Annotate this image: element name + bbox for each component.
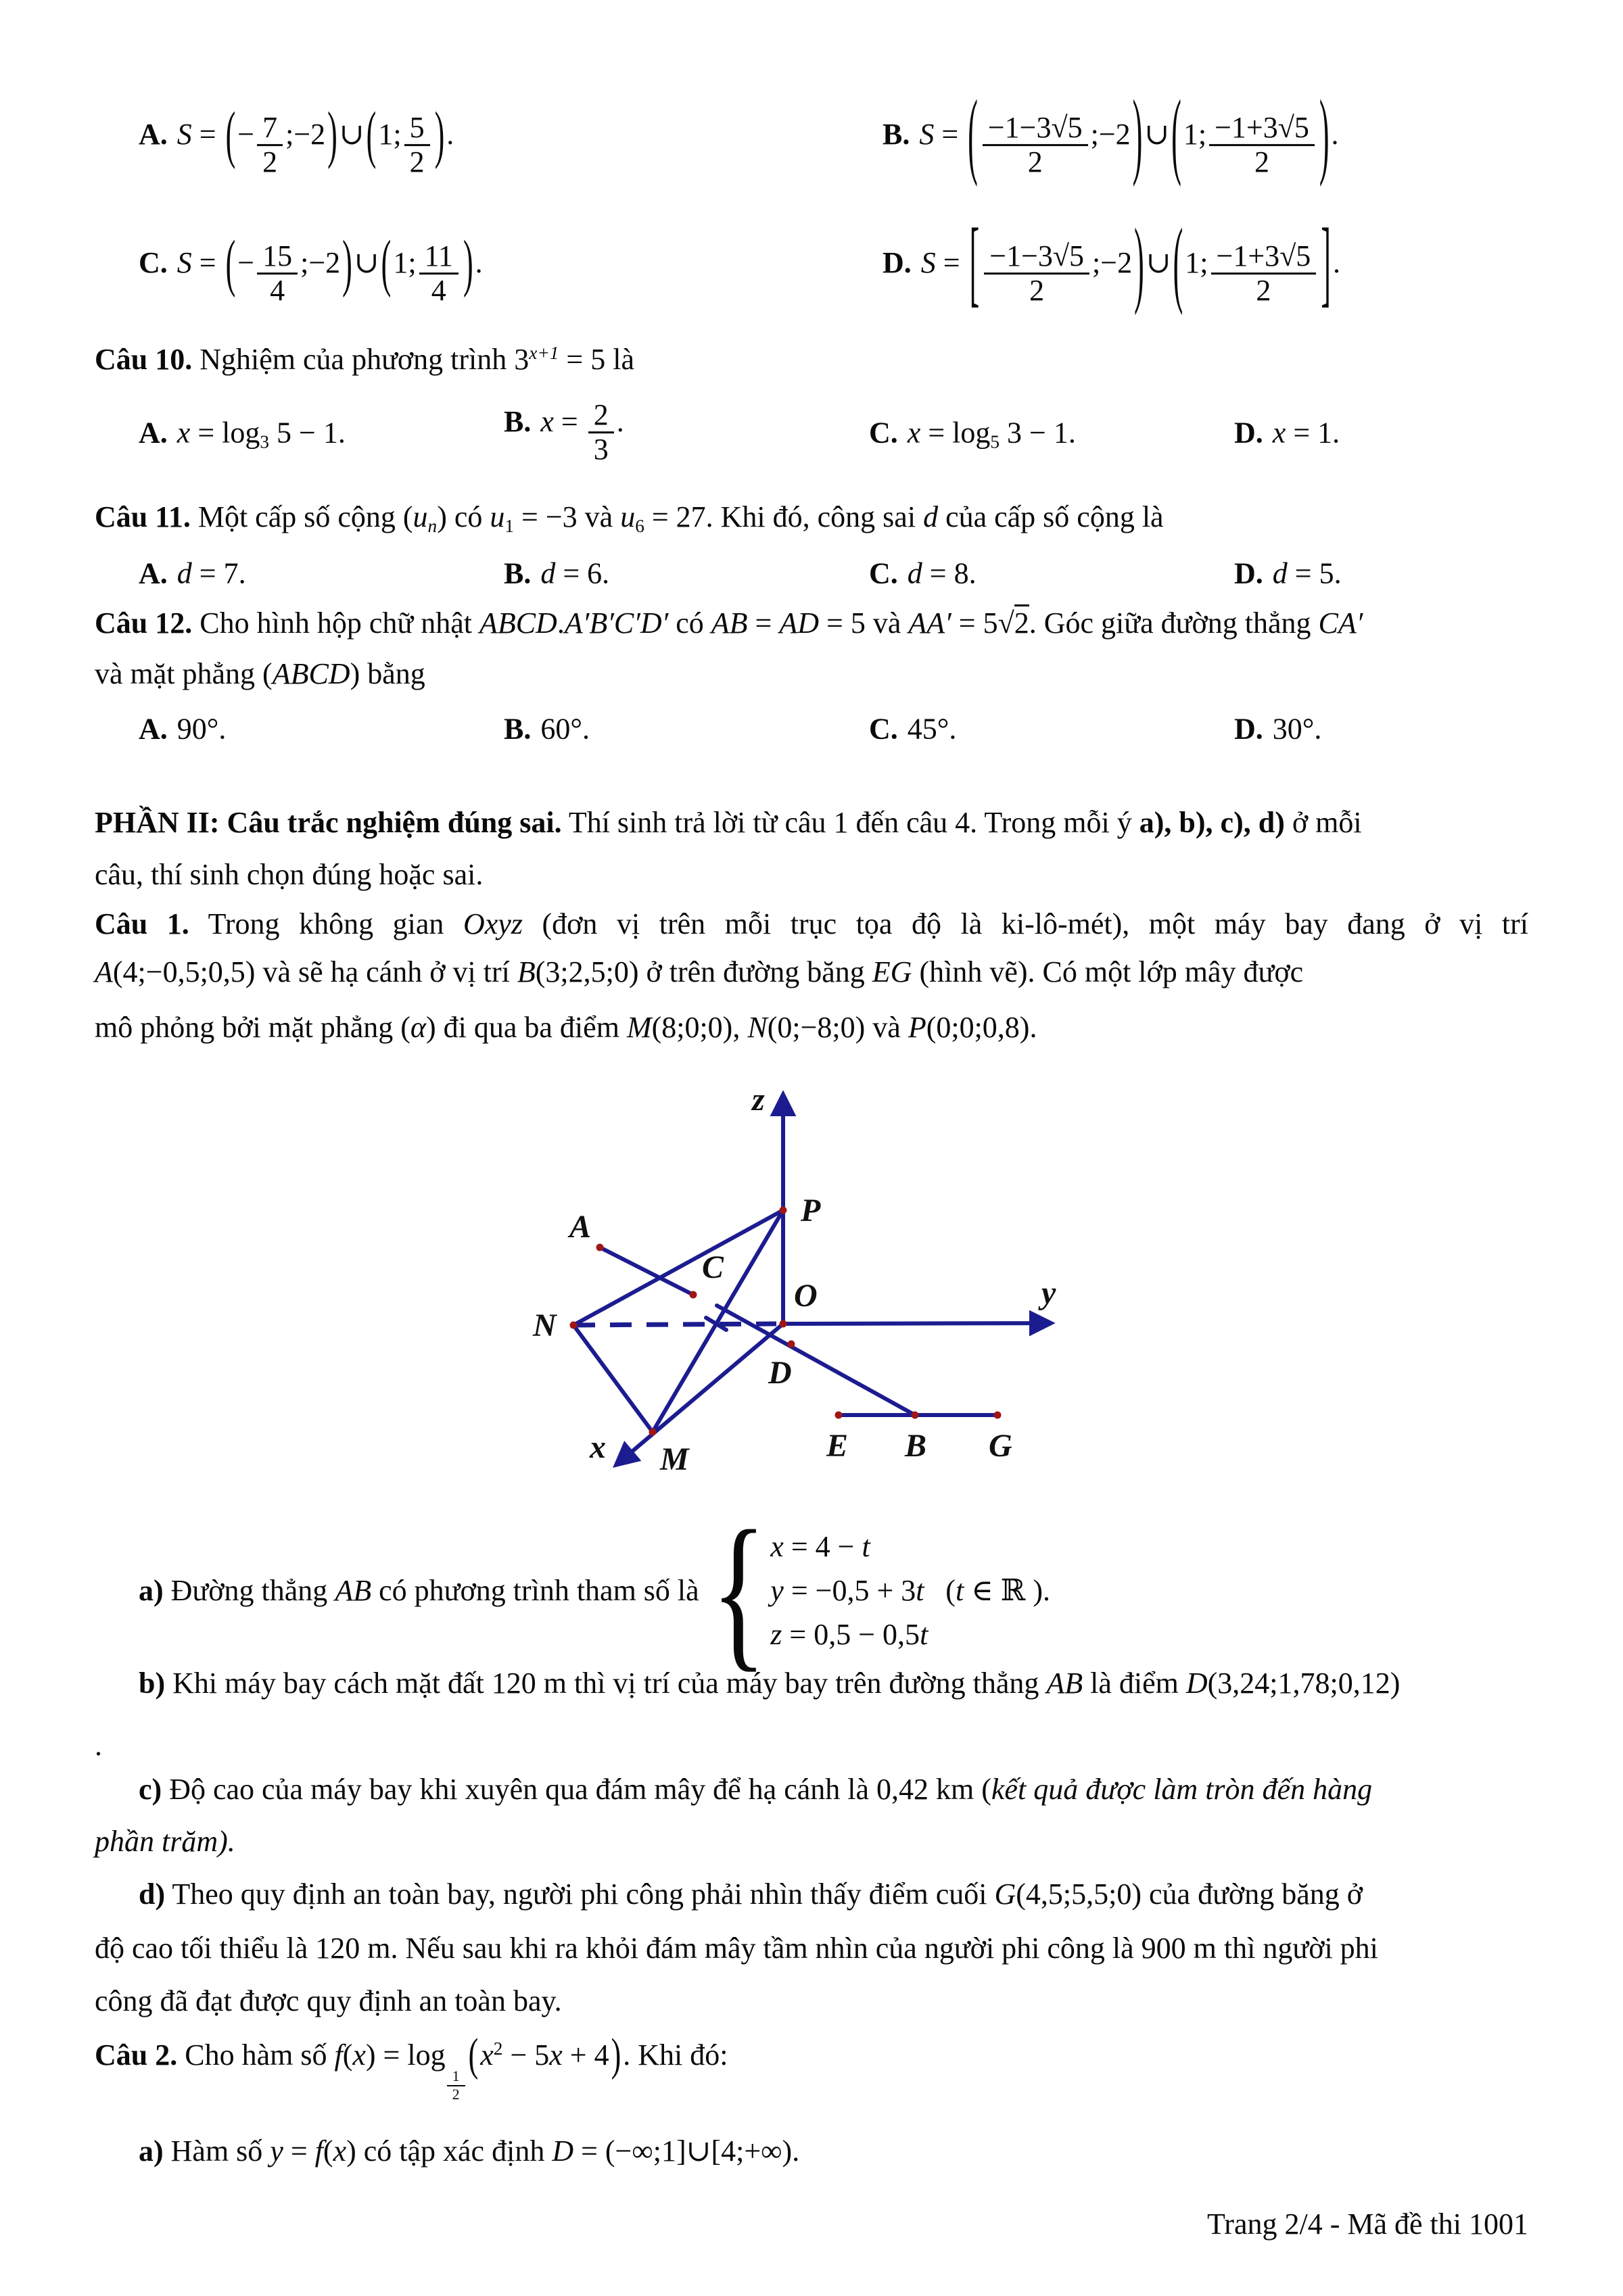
q12-number: Câu 12. [95, 606, 193, 640]
point-N [570, 1322, 578, 1329]
point-O [780, 1320, 787, 1328]
option-label: D. [1234, 416, 1263, 450]
parameter-domain: (t ∈ ℝ ). [945, 1574, 1050, 1607]
option-d [1234, 711, 1321, 746]
q11-heading [95, 496, 1528, 539]
segment-P-M [653, 1210, 783, 1432]
option-label: D. [883, 245, 912, 279]
q11-options-row [95, 544, 1528, 602]
option-c [139, 226, 483, 308]
coordinate-diagram [514, 1068, 1109, 1494]
point-A [596, 1244, 604, 1251]
dashed-segment-N-O [573, 1324, 776, 1325]
option-a [139, 98, 454, 179]
q10-number: Câu 10. [95, 343, 193, 376]
option-d [1234, 556, 1342, 590]
option-b [504, 556, 609, 590]
option-label: C. [869, 712, 898, 745]
page-footer: Trang 2/4 - Mã đề thi 1001 [1206, 2207, 1528, 2241]
q12-heading-line1 [95, 602, 1528, 645]
option-formula: S = [ $\frac{-1-3√5}{2}$ ;−2)∪(1; $\frac{-1+3√5}{2}$ ]. [920, 208, 1340, 316]
option-label: D. [1234, 556, 1263, 590]
c1-line1: Câu 1. Trong không gian Oxyz (đơn vị trên mỗi trục tọa độ là ki-lô-mét), một máy bay đang ở vị trí [95, 907, 1529, 940]
point-label-O: O [794, 1278, 818, 1314]
option-label: A. [139, 712, 168, 745]
q11-number: Câu 11. [95, 500, 191, 533]
option-formula: 45°. [907, 712, 957, 745]
option-formula: 30°. [1272, 712, 1322, 745]
option-a [139, 556, 246, 590]
option-c [869, 416, 1076, 450]
option-a [139, 711, 226, 746]
point-P [780, 1207, 787, 1214]
point-G [994, 1412, 1002, 1419]
option-label: B. [504, 404, 532, 438]
c1a-text: a) Đường thẳng AB có phương trình tham số là [139, 1574, 699, 1607]
option-formula: d = 5. [1272, 556, 1342, 590]
option-a [139, 416, 346, 450]
c1-item-c-line2: phần trăm). [95, 1825, 235, 1858]
q12-text: Cho hình hộp chữ nhật ABCD.A′B′C′D′ có AB = AD = 5 và AA′ = 5√2. Góc giữa đường thẳng CA′ [192, 604, 1363, 640]
axis-label-x: x [590, 1429, 606, 1465]
c2-heading: Câu 2. Cho hàm số f(x) = log $\frac{1}{2}$ $(x^2 - 5x + 4)$. Khi đó: [95, 2029, 728, 2103]
q11-text: Một cấp số cộng $(u_n)$ có $u_1 = -3$ và $u_6 = 27$. Khi đó, công sai d của cấp số cộng là [190, 500, 1164, 537]
point-M [649, 1429, 657, 1436]
parametric-system [770, 1529, 928, 1652]
system-brace: { [711, 1495, 767, 1686]
c1-item-b: b) Khi máy bay cách mặt đất 120 m thì vị trí của máy bay trên đường thẳng AB là điểm D(3,24;1,78;0,12) [139, 1667, 1401, 1700]
point-D [788, 1341, 795, 1348]
point-label-G: G [989, 1428, 1012, 1464]
point-label-N: N [533, 1308, 557, 1343]
point-label-B: B [905, 1428, 927, 1464]
q12-heading-line2: và mặt phẳng (ABCD) bằng [95, 657, 425, 690]
c2-item-a: a) Hàm số y = f(x) có tập xác định D = (−∞;1]∪[4;+∞). [139, 2134, 800, 2168]
option-b [883, 80, 1339, 188]
equation-z: z = 0,5 − 0,5t [770, 1618, 928, 1651]
point-label-C: C [702, 1249, 724, 1285]
segment-N-M [573, 1325, 653, 1432]
option-c [869, 556, 977, 590]
option-d [1234, 416, 1340, 450]
point-label-P: P [801, 1193, 821, 1228]
point-label-A: A [569, 1209, 592, 1245]
axis-label-z: z [752, 1082, 765, 1118]
option-label: B. [883, 117, 910, 151]
option-formula: x = $\frac{2}{3}$ . [540, 398, 624, 467]
q10-heading [95, 338, 1528, 381]
c1-item-c-line1: c) Độ cao của máy bay khi xuyên qua đám mây để hạ cánh là 0,42 km (kết quả được làm tròn đến hàng [139, 1773, 1373, 1806]
x-axis [617, 1324, 783, 1464]
option-label: A. [139, 416, 168, 450]
equation-x: x = 4 − t [770, 1530, 870, 1563]
y-axis [783, 1323, 1050, 1324]
option-label: B. [504, 556, 532, 590]
c1-item-d-line2: độ cao tối thiểu là 120 m. Nếu sau khi ra khỏi đám mây tầm nhìn của người phi công là 900 m thì người phi [95, 1932, 1378, 1965]
option-formula: d = 7. [177, 556, 246, 590]
point-label-M: M [660, 1441, 689, 1477]
option-formula: d = 8. [907, 556, 977, 590]
point-label-E: E [826, 1428, 849, 1464]
point-B [912, 1412, 919, 1419]
c1-item-d-line3: công đã đạt được quy định an toàn bay. [95, 1984, 562, 2017]
c1-line3: mô phỏng bởi mặt phẳng (α) đi qua ba điểm M(8;0;0), N(0;−8;0) và P(0;0;0,8). [95, 1011, 1037, 1044]
q12-options-row [95, 700, 1528, 757]
point-C [690, 1291, 697, 1299]
option-label: C. [139, 245, 168, 279]
option-b [504, 399, 624, 467]
part2-header-line1: PHẦN II: Câu trắc nghiệm đúng sai. Thí sinh trả lời từ câu 1 đến câu 4. Trong mỗi ý a), b), c), d) ở mỗi [95, 806, 1362, 839]
c1-item-a [139, 1495, 1050, 1686]
option-formula: $x = \log_3 5 - 1$. [177, 416, 346, 452]
segment-A-C [600, 1247, 693, 1295]
option-formula: 90°. [177, 712, 227, 745]
q10-options-row [95, 382, 1528, 483]
q10-text: Nghiệm của phương trình $3^{x+1} = 5$ là [192, 343, 634, 376]
option-label: D. [1234, 712, 1263, 745]
option-label: A. [139, 117, 168, 151]
option-formula: d = 6. [540, 556, 610, 590]
option-d [883, 208, 1340, 316]
equation-y: y = −0,5 + 3t [770, 1574, 924, 1607]
point-label-D: D [768, 1355, 792, 1391]
option-label: C. [869, 556, 898, 590]
option-label: B. [504, 712, 532, 745]
option-formula: x = 1. [1272, 416, 1340, 450]
option-formula: S = (− $\frac{7}{2}$ ;−2)∪(1; $\frac{5}{2}$ ). [177, 98, 454, 179]
option-b [504, 711, 590, 746]
c1-line2: A(4;−0,5;0,5) và sẽ hạ cánh ở vị trí B(3;2,5;0) ở trên đường băng EG (hình vẽ). Có một lớp mây được [95, 955, 1304, 988]
axis-label-y: y [1041, 1275, 1056, 1311]
segment-N-P [573, 1210, 783, 1325]
point-E [835, 1412, 843, 1419]
option-c [869, 711, 956, 746]
option-formula: $x = \log_5 3 - 1$. [907, 416, 1076, 452]
option-label: A. [139, 556, 168, 590]
option-label: C. [869, 416, 898, 450]
c1-item-d-line1: d) Theo quy định an toàn bay, người phi công phải nhìn thấy điểm cuối G(4,5;5,5;0) của đường băng ở [139, 1878, 1363, 1911]
option-formula: S = ( $\frac{-1-3√5}{2}$ ;−2)∪(1; $\frac{-1+3√5}{2}$ ). [919, 80, 1339, 188]
option-formula: 60°. [540, 712, 590, 745]
c1-item-b-period: . [95, 1729, 102, 1762]
part2-header-line2: câu, thí sinh chọn đúng hoặc sai. [95, 858, 484, 891]
option-formula: S = (− $\frac{15}{4}$ ;−2)∪(1; $\frac{11}{4}$ ). [177, 226, 483, 308]
